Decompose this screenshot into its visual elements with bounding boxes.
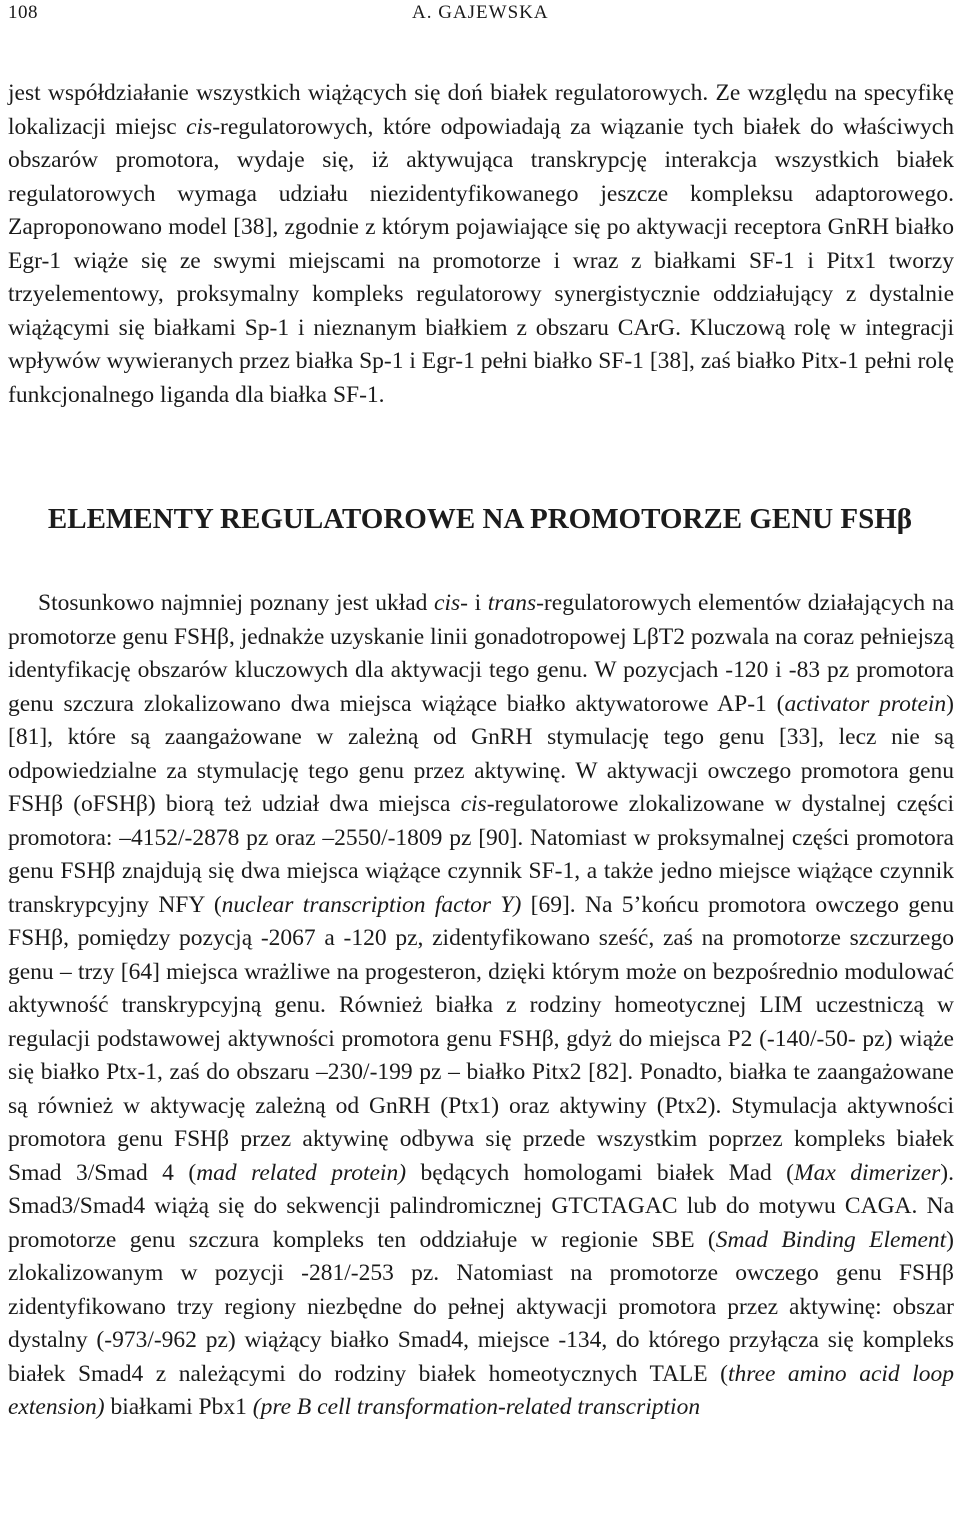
- italic-run: cis: [460, 791, 487, 817]
- text-run: [69]. Na 5’końcu promotora owczego genu FSHβ, pomiędzy pozycją -2067 a -120 pz, zidentyfikowano sześć, zaś na promotorze szczurzego genu – trzy [64] miejsca wrażliwe na progesteron, dzięki którym może on bezpośrednio modulować aktywność transkrypcyjną genu. Również białka z rodziny homeotycznej LIM uczestniczą w regulacji podstawowej aktywności promotora genu FSHβ, gdyż do miejsca P2 (-140/-50- pz) wiąże się białko Ptx-1, zaś do obszaru –230/-199 pz – białko Pitx2 [82]. Ponadto, białka te zaangażowane są również w aktywację zależną od GnRH (Ptx1) oraz aktywiny (Ptx2). Stymulacja aktywności promotora genu FSHβ przez aktywinę odbywa się przede wszystkim poprzez kompleks białek Smad 3/Smad 4 (: [8, 891, 954, 1186]
- text-run: -regulatorowe zlokalizowane w dystalnej części promotora: –4152/-2878 pz oraz –2550/-1809 pz [90]. Natomiast w proksymalnej części promotora genu FSHβ znajdują się dwa miejsca wiążące czynnik SF-1, a także jedno miejsce wiążące czynnik transkrypcyjny NFY (: [8, 791, 954, 918]
- page-number: 108: [8, 2, 38, 23]
- text-run: -regulatorowych, które odpowiadają za wiązanie tych białek do właściwych obszarów promotora, wydaje się, iż aktywująca transkrypcję interakcja wszystkich białek regulatorowych wymaga udziału niezidentyfikowanego jeszcze kompleksu adaptorowego. Zaproponowano model [38], zgodnie z którym pojawiające się po aktywacji receptora GnRH białko Egr-1 wiąże się ze swymi miejscami na promotorze i wraz z białkami SF-1 i Pitx1 tworzy trzyelementowy, proksymalny kompleks regulatorowy synergistycznie oddziałujący z dystalnie wiążącymi się białkami Sp-1 i nieznanym białkiem z obszaru CArG. Kluczową rolę w integracji wpływów wywieranych przez białka Sp-1 i Egr-1 pełni białko SF-1 [38], zaś białko Pitx-1 pełni rolę funkcjonalnego liganda dla białka SF-1.: [8, 113, 954, 408]
- text-run: białkami Pbx1: [104, 1394, 253, 1420]
- italic-run: activator protein: [784, 690, 947, 717]
- text-run: -regulatorowych elementów działających na promotorze genu FSHβ, jednakże uzyskanie linii gonadotropowej LβT2 pozwala na coraz pełniejszą identyfikację obszarów kluczowych dla aktywacji tego genu. W pozycjach -120 i -83 pz promotora genu szczura zlokalizowano dwa miejsca wiążące białko aktywatorowe AP-1 (: [8, 590, 954, 717]
- italic-run: trans: [487, 590, 537, 616]
- text-run: jest współdziałanie wszystkich wiążących się doń białek regulatorowych. Ze względu na specyfikę lokalizacji miejsc: [8, 80, 954, 140]
- text-run: ) [81], które są zaangażowane w zależną od GnRH stymulację tego genu [33], lecz nie są odpowiedzialne za stymulację tego genu przez aktywinę. W aktywacji owczego promotora genu FSHβ (oFSHβ) biorą też udział dwa miejsca: [8, 690, 954, 817]
- main-paragraph: [8, 587, 954, 1425]
- running-head-author: A. GAJEWSKA: [412, 2, 549, 23]
- italic-run: mad related protein): [196, 1159, 407, 1186]
- text-run: i: [467, 590, 488, 616]
- italic-run: Smad Binding Element: [715, 1226, 947, 1253]
- intro-paragraph: [8, 77, 954, 412]
- text-run: ). Smad3/Smad4 wiążą się do sekwencji palindromicznej GTCTAGAC lub do motywu CAGA. Na promotorze genu szczura kompleks ten oddziałuje w regionie SBE (: [8, 1159, 954, 1253]
- text-run: będących homologami białek Mad (: [406, 1159, 795, 1186]
- italic-run: nuclear transcription factor Y): [221, 891, 522, 918]
- text-run: Stosunkowo najmniej poznany jest układ: [38, 590, 435, 616]
- italic-run: cis-: [434, 590, 468, 616]
- italic-run: (pre B cell transformation-related transcription: [252, 1394, 701, 1420]
- section-heading: ELEMENTY REGULATOROWE NA PROMOTORZE GENU FSHβ: [47, 503, 913, 535]
- italic-run: cis: [186, 113, 213, 140]
- italic-run: Max dimerizer: [794, 1159, 941, 1186]
- text-run: ) zlokalizowanym w pozycji -281/-253 pz. Natomiast na promotorze owczego genu FSHβ zidentyfikowano trzy regiony niezbędne do pełnej aktywacji promotora przez aktywinę: obszar dystalny (-973/-962 pz) wiążący białko Smad4, miejsce -134, do którego przyłącza się kompleks białek Smad4 z należącymi do rodziny białek homeotycznych TALE (: [8, 1226, 954, 1387]
- page-header: [0, 0, 960, 30]
- italic-run: three amino acid loop extension): [8, 1360, 954, 1420]
